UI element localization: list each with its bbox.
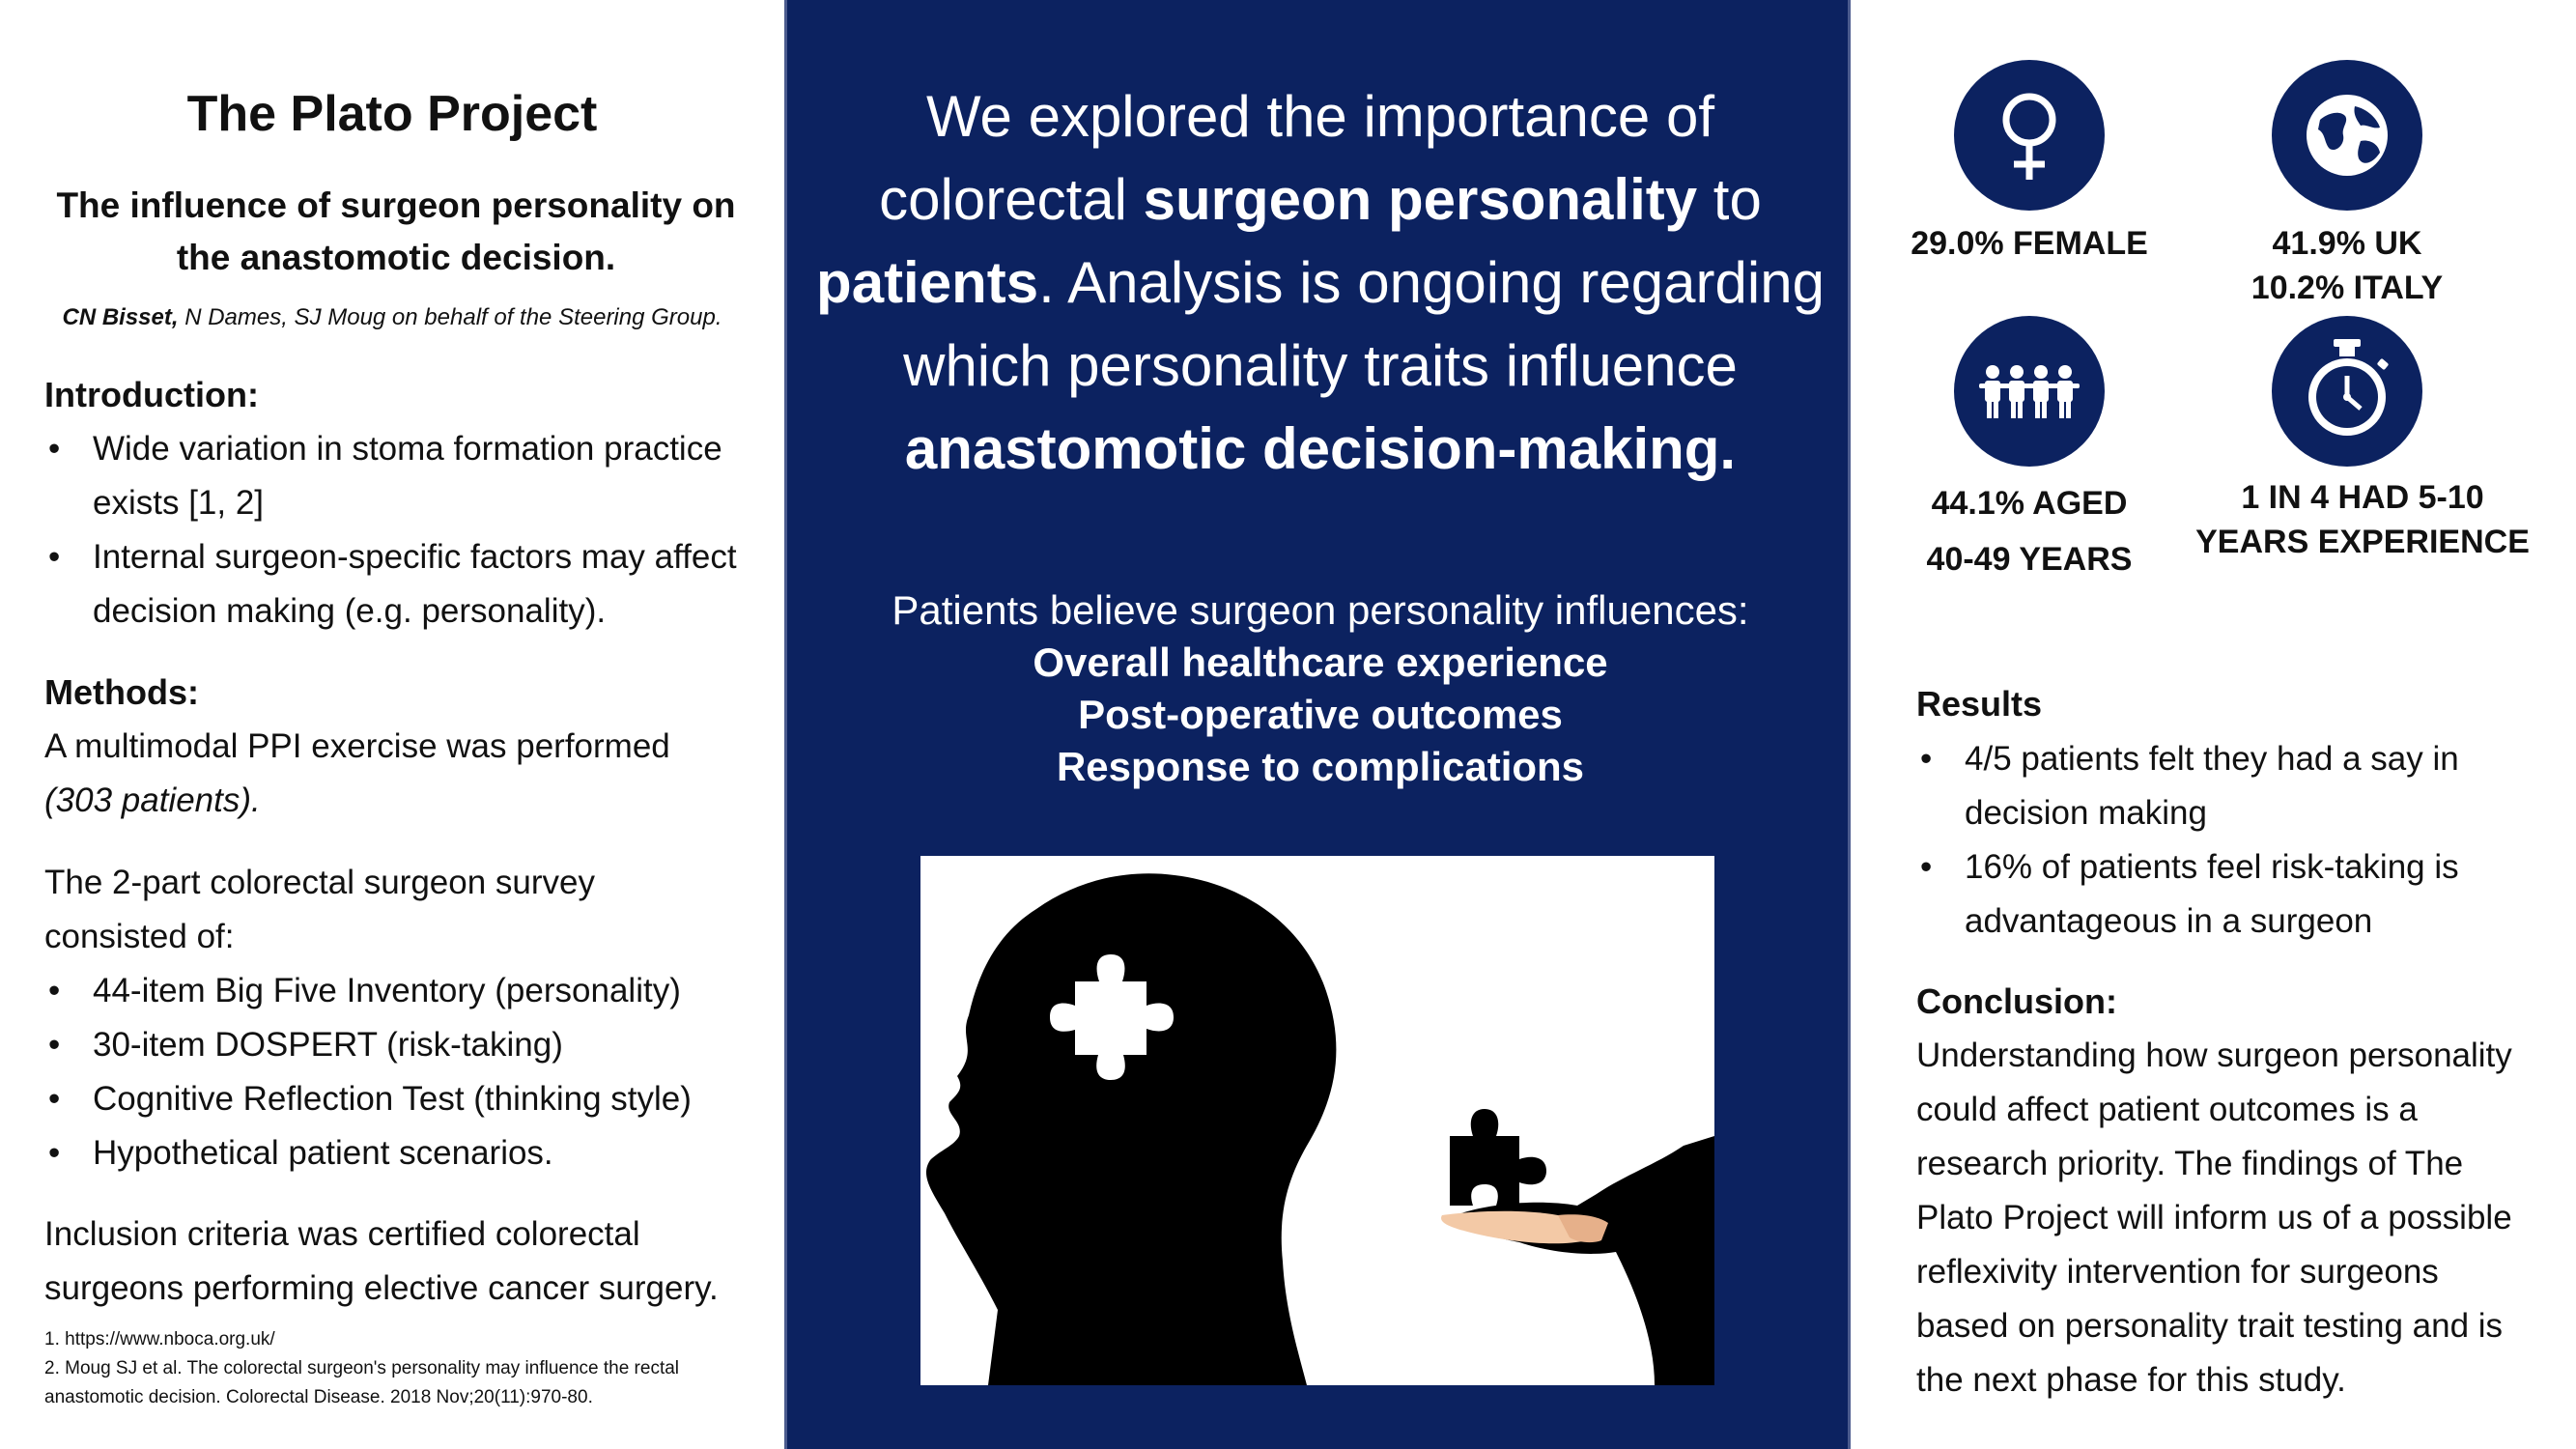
- reference-1: 1. https://www.nboca.org.uk/: [44, 1329, 275, 1350]
- list-item: • Hypothetical patient scenarios.: [44, 1126, 759, 1180]
- stat-italy: 10.2% ITALY: [2250, 270, 2444, 306]
- influence-item: Overall healthcare experience: [1033, 639, 1608, 685]
- list-item: • Cognitive Reflection Test (thinking style): [44, 1072, 759, 1126]
- survey-text: The 2-part colorectal surgeon survey consisted of:: [44, 864, 595, 955]
- stat-age: [1889, 475, 2169, 587]
- stat-experience-line-2: YEARS EXPERIENCE: [2195, 524, 2530, 560]
- list-item: • 30-item DOSPERT (risk-taking): [44, 1018, 759, 1072]
- results-heading: Results: [1916, 684, 2043, 724]
- results-list: [1916, 732, 2515, 949]
- stat-female: 29.0% FEMALE: [1911, 225, 2148, 262]
- poster-subtitle: The influence of surgeon personality on the anastomotic decision.: [56, 185, 736, 277]
- list-item: • Wide variation in stoma formation practice exists [1, 2]: [44, 422, 759, 530]
- authors: [0, 304, 784, 331]
- statement-line-5: anastomotic decision-making.: [904, 416, 1737, 481]
- introduction-heading: Introduction:: [44, 375, 259, 414]
- statement-line-3: [787, 242, 1854, 325]
- middle-panel: [784, 0, 1851, 1449]
- right-column: [1851, 0, 2576, 1449]
- list-item: • 16% of patients feel risk-taking is advantageous in a surgeon: [1916, 840, 2515, 949]
- globe-icon: [2272, 60, 2422, 211]
- statement-line-2-post: to: [1697, 167, 1762, 232]
- methods-text-patients: (303 patients).: [44, 781, 261, 819]
- statement-line-3-bold: patients: [816, 250, 1039, 315]
- stat-experience: [2169, 475, 2556, 564]
- influence-item: Response to complications: [1056, 744, 1585, 789]
- poster-title: The Plato Project: [186, 86, 598, 142]
- statement-line-1: We explored the importance of: [925, 84, 1714, 149]
- other-authors: N Dames, SJ Moug on behalf of the Steering Group.: [178, 304, 722, 330]
- methods-text-main: A multimodal PPI exercise was performed: [44, 727, 670, 765]
- methods-text: [44, 720, 759, 828]
- statement-line-3-post: . Analysis is ongoing regarding: [1038, 250, 1825, 315]
- stat-uk: 41.9% UK: [2272, 225, 2422, 262]
- stat-aged-line-1: 44.1% AGED: [1931, 485, 2128, 522]
- conclusion-heading: Conclusion:: [1916, 981, 2117, 1021]
- statement-line-2: [787, 158, 1854, 242]
- main-statement: [787, 75, 1854, 491]
- list-item: • 44-item Big Five Inventory (personality): [44, 964, 759, 1018]
- statement-line-2-bold: surgeon personality: [1143, 167, 1698, 232]
- patients-believe-text: Patients believe surgeon personality influences:: [892, 587, 1749, 633]
- stat-country: [2202, 221, 2492, 310]
- methods-heading: Methods:: [44, 672, 199, 712]
- head-puzzle-illustration: [920, 856, 1714, 1385]
- stat-aged-line-2: 40-49 YEARS: [1926, 541, 2133, 578]
- list-item: • 4/5 patients felt they had a say in decision making: [1916, 732, 2515, 840]
- references: [44, 1325, 759, 1412]
- survey-list: [44, 964, 759, 1180]
- list-item: • Internal surgeon-specific factors may affect decision making (e.g. personality).: [44, 530, 759, 639]
- inclusion-text: Inclusion criteria was certified colorectal surgeons performing elective cancer surgery.: [44, 1215, 719, 1307]
- patients-believe-block: [787, 584, 1854, 793]
- conclusion-text: Understanding how surgeon personality could affect patient outcomes is a research priority. The findings of The Plato Project will inform us of a possible reflexivity intervention for surgeons based on personality trait testing and is the next phase for this study.: [1916, 1037, 2512, 1399]
- reference-2: 2. Moug SJ et al. The colorectal surgeon's personality may influence the rectal anastomotic decision. Colorectal Disease. 2018 Nov;20(11):970-80.: [44, 1358, 680, 1407]
- people-icon: [1954, 316, 2105, 467]
- head-puzzle-icon: [920, 856, 1714, 1385]
- introduction-list: [44, 422, 759, 639]
- lead-author: CN Bisset,: [62, 304, 179, 330]
- statement-line-2-pre: colorectal: [879, 167, 1144, 232]
- stopwatch-icon: [2272, 316, 2422, 467]
- female-icon: [1954, 60, 2105, 211]
- statement-line-4: which personality traits influence: [903, 333, 1738, 398]
- stat-experience-line-1: 1 IN 4 HAD 5-10: [2241, 479, 2484, 516]
- influence-item: Post-operative outcomes: [1078, 692, 1563, 737]
- left-column: [0, 0, 784, 1449]
